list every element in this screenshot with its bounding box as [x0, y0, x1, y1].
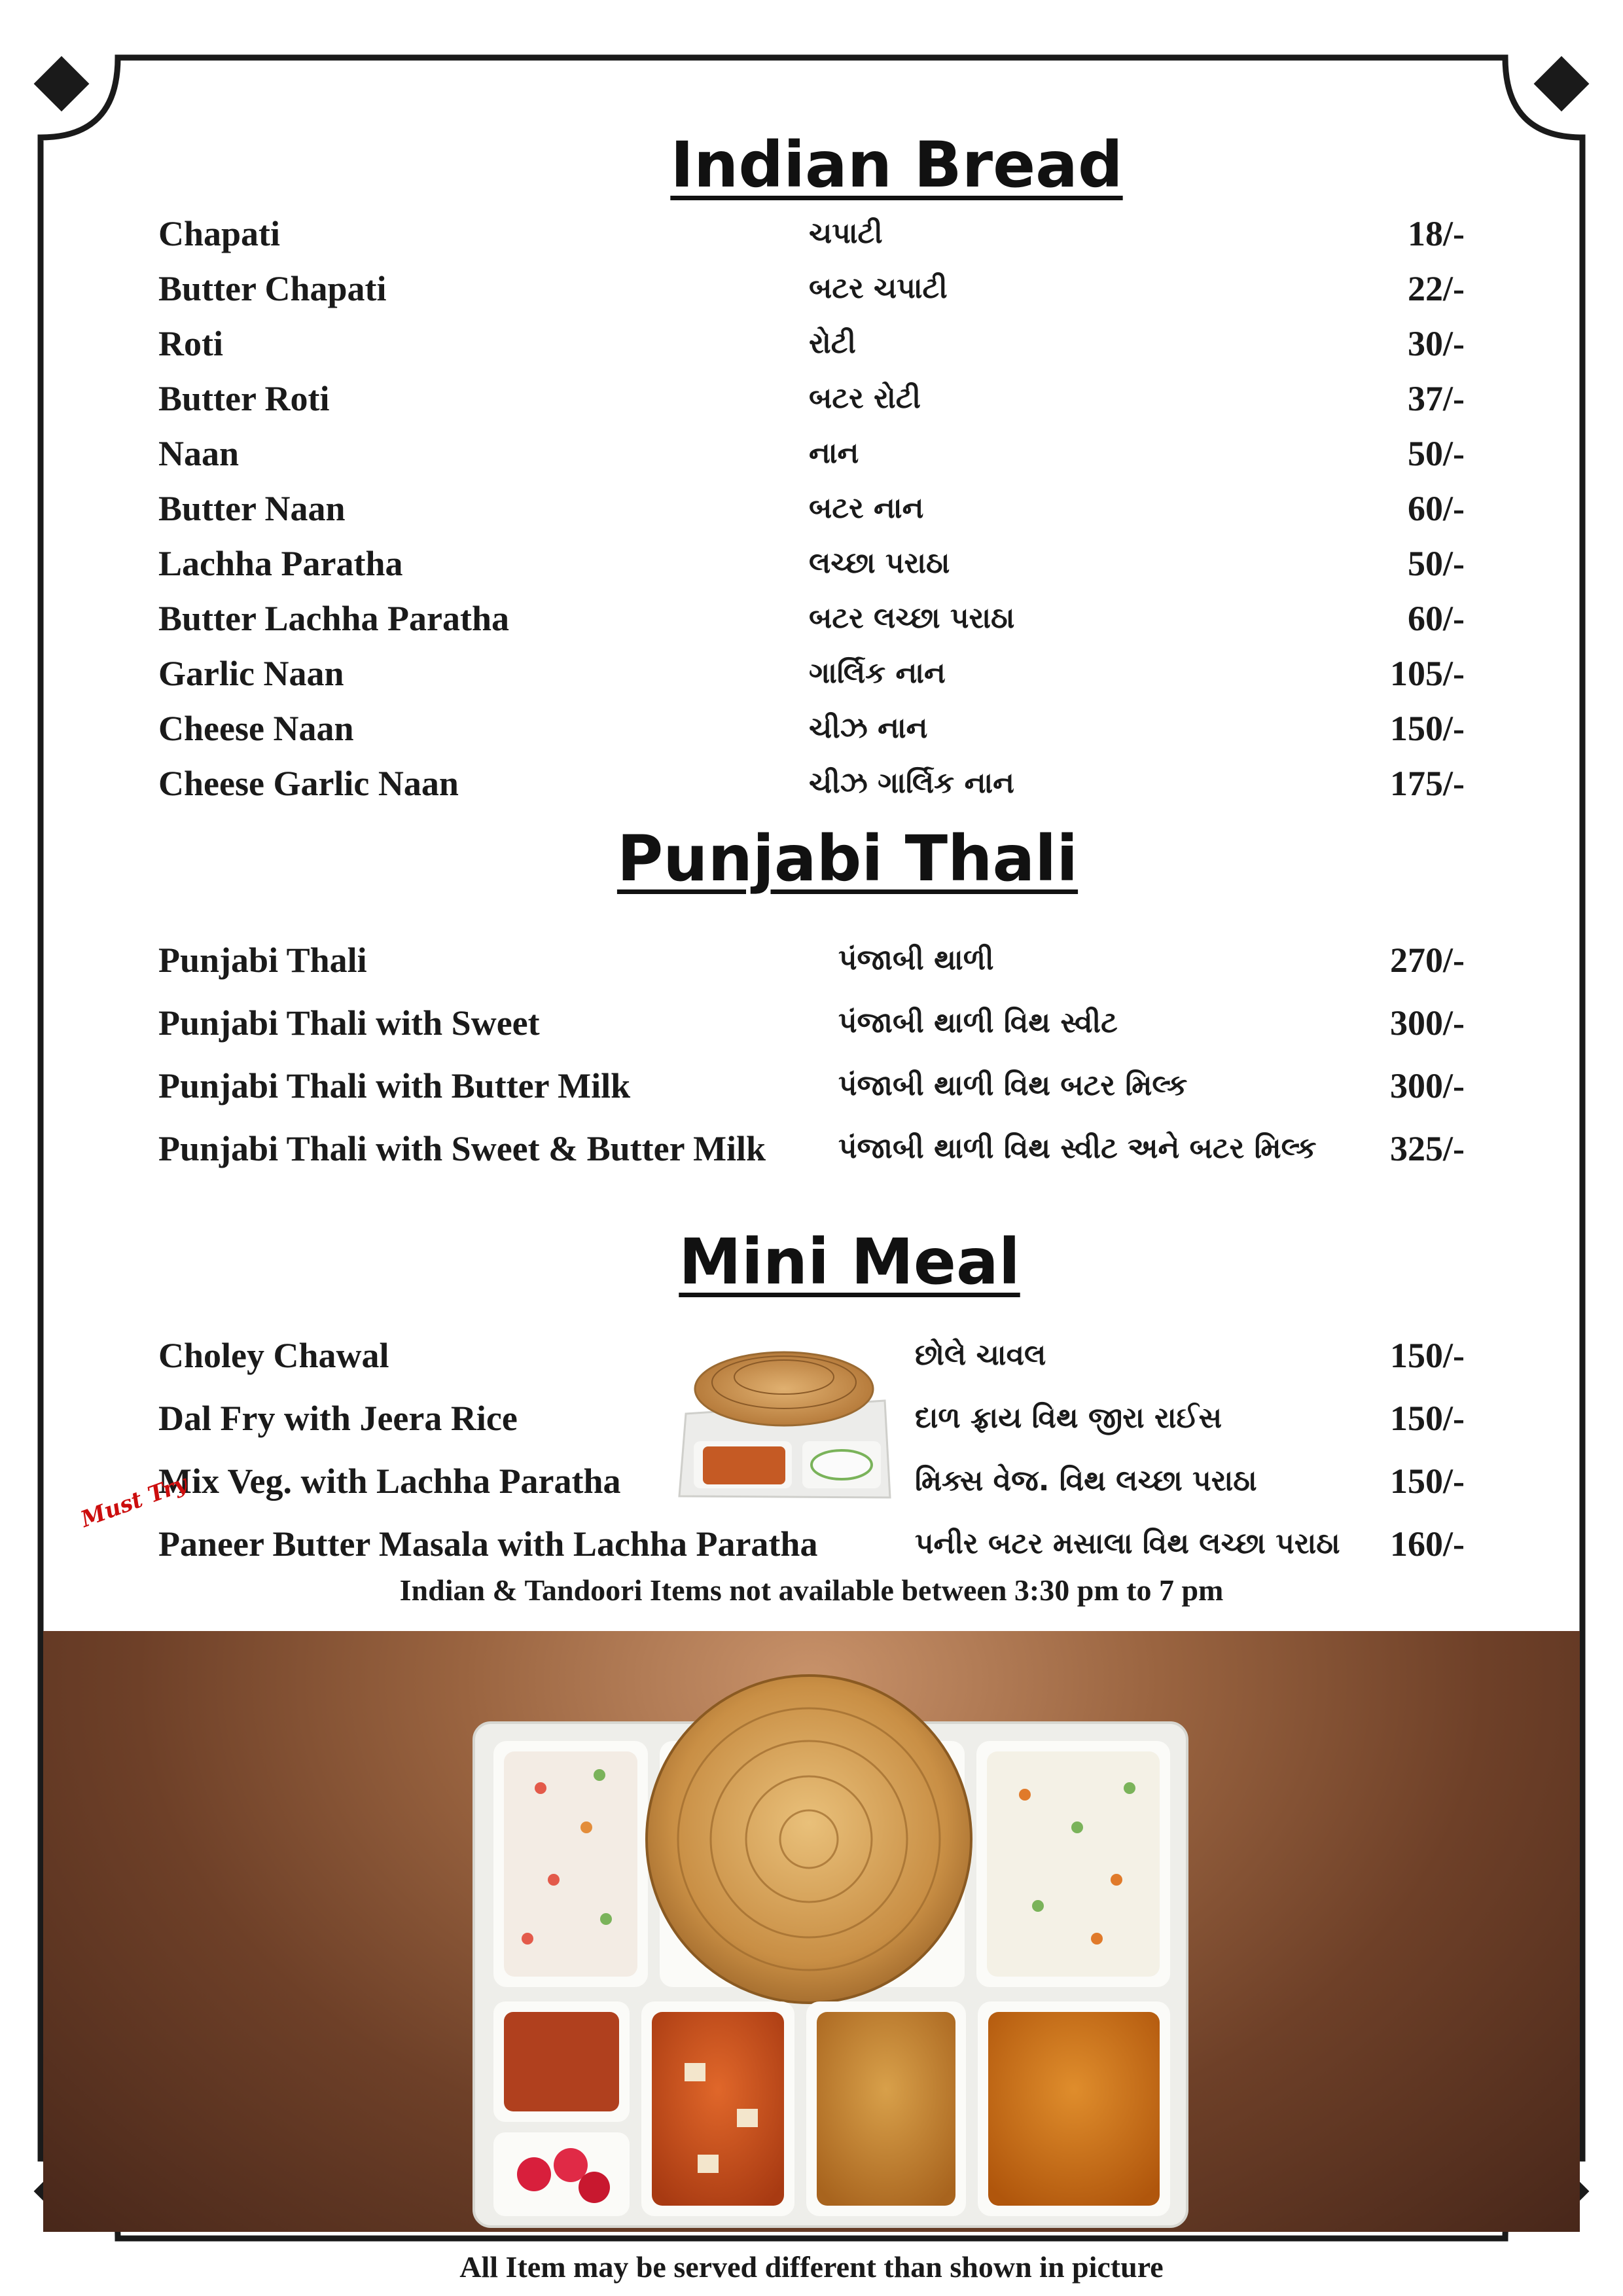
item-price: 60/- — [1408, 599, 1465, 638]
menu-item-row — [0, 1000, 1623, 1046]
item-name-english: Punjabi Thali with Sweet — [158, 1003, 540, 1043]
thali-platter-image — [43, 1631, 1580, 2232]
item-name-english: Garlic Naan — [158, 654, 344, 693]
item-price: 160/- — [1390, 1524, 1465, 1564]
disclaimer-note: All Item may be served different than shown in picture — [459, 2250, 1164, 2284]
item-name-gujarati: બટર ચપાટી — [809, 272, 948, 305]
menu-item-row — [0, 376, 1623, 422]
item-price: 30/- — [1408, 324, 1465, 363]
item-name-english: Butter Naan — [158, 489, 346, 528]
item-name-gujarati: પંજાબી થાળી વિથ સ્વીટ — [838, 1006, 1118, 1039]
item-name-gujarati: ચીઝ ગાર્લિક નાન — [809, 766, 1014, 800]
item-name-english: Butter Roti — [158, 379, 330, 418]
item-name-english: Roti — [158, 324, 223, 363]
item-name-english: Chapati — [158, 214, 281, 253]
item-name-english: Punjabi Thali with Butter Milk — [158, 1066, 631, 1105]
item-price: 50/- — [1408, 434, 1465, 473]
item-name-english: Mix Veg. with Lachha Paratha — [158, 1462, 621, 1501]
item-price: 270/- — [1390, 941, 1465, 980]
menu-item-row — [0, 211, 1623, 257]
item-name-gujarati: પંજાબી થાળી વિથ બટર મિલ્ક — [838, 1069, 1188, 1102]
mini-meal-thumbnail — [674, 1343, 897, 1504]
item-name-gujarati: ગાર્લિક નાન — [809, 656, 946, 690]
menu-item-row — [0, 761, 1623, 806]
menu-item-row — [0, 541, 1623, 586]
item-price: 150/- — [1390, 1399, 1465, 1438]
item-price: 175/- — [1390, 764, 1465, 803]
menu-item-row — [0, 1521, 1623, 1567]
menu-item-row — [0, 1126, 1623, 1172]
must-try-badge: Must Try — [77, 1470, 191, 1533]
item-name-english: Butter Lachha Paratha — [158, 599, 509, 638]
menu-item-row — [0, 706, 1623, 751]
menu-item-row — [0, 431, 1623, 476]
menu-item-row — [0, 937, 1623, 983]
food-photo-panel — [43, 1631, 1580, 2232]
item-name-gujarati: પંજાબી થાળી વિથ સ્વીટ અને બટર મિલ્ક — [838, 1132, 1317, 1165]
item-price: 60/- — [1408, 489, 1465, 528]
item-name-english: Naan — [158, 434, 240, 473]
availability-note: Indian & Tandoori Items not available between 3:30 pm to 7 pm — [399, 1573, 1224, 1607]
item-name-english: Lachha Paratha — [158, 544, 403, 583]
item-price: 22/- — [1408, 269, 1465, 308]
section-title-indian-bread: Indian Bread — [670, 128, 1123, 202]
item-name-gujarati: છોલે ચાવલ — [915, 1338, 1046, 1372]
item-price: 150/- — [1390, 1336, 1465, 1375]
item-price: 150/- — [1390, 709, 1465, 748]
item-name-gujarati: ચપાટી — [809, 217, 883, 250]
item-name-gujarati: બટર રોટી — [809, 382, 921, 415]
item-name-gujarati: પનીર બટર મસાલા વિથ લચ્છા પરાઠા — [915, 1527, 1340, 1560]
item-price: 50/- — [1408, 544, 1465, 583]
section-title-punjabi-thali: Punjabi Thali — [616, 822, 1079, 895]
item-name-gujarati: લચ્છા પરાઠા — [809, 547, 950, 580]
item-price: 300/- — [1390, 1066, 1465, 1105]
item-price: 105/- — [1390, 654, 1465, 693]
menu-item-row — [0, 266, 1623, 312]
item-name-gujarati: દાળ ફ્રાય વિથ જીરા રાઈસ — [915, 1401, 1222, 1435]
menu-item-row — [0, 651, 1623, 696]
item-name-gujarati: બટર નાન — [809, 492, 924, 525]
item-price: 150/- — [1390, 1462, 1465, 1501]
menu-item-row — [0, 1063, 1623, 1109]
item-name-gujarati: મિક્સ વેજ. વિથ લચ્છા પરાઠા — [915, 1464, 1257, 1498]
item-price: 325/- — [1390, 1129, 1465, 1168]
item-name-english: Punjabi Thali with Sweet & Butter Milk — [158, 1129, 766, 1168]
item-name-english: Cheese Naan — [158, 709, 354, 748]
item-name-english: Butter Chapati — [158, 269, 387, 308]
item-name-gujarati: ચીઝ નાન — [809, 711, 928, 745]
menu-item-row — [0, 321, 1623, 367]
item-name-english: Punjabi Thali — [158, 941, 367, 980]
item-name-english: Paneer Butter Masala with Lachha Paratha — [158, 1524, 818, 1564]
item-name-english: Choley Chawal — [158, 1336, 389, 1375]
item-price: 37/- — [1408, 379, 1465, 418]
menu-item-row — [0, 486, 1623, 531]
item-price: 18/- — [1408, 214, 1465, 253]
item-price: 300/- — [1390, 1003, 1465, 1043]
item-name-english: Dal Fry with Jeera Rice — [158, 1399, 518, 1438]
section-title-mini-meal: Mini Meal — [679, 1225, 1020, 1299]
item-name-english: Cheese Garlic Naan — [158, 764, 459, 803]
item-name-gujarati: બટર લચ્છા પરાઠા — [809, 601, 1015, 635]
item-name-gujarati: પંજાબી થાળી — [838, 943, 994, 977]
item-name-gujarati: રોટી — [809, 327, 856, 360]
menu-item-row — [0, 596, 1623, 641]
item-name-gujarati: નાન — [809, 437, 859, 470]
